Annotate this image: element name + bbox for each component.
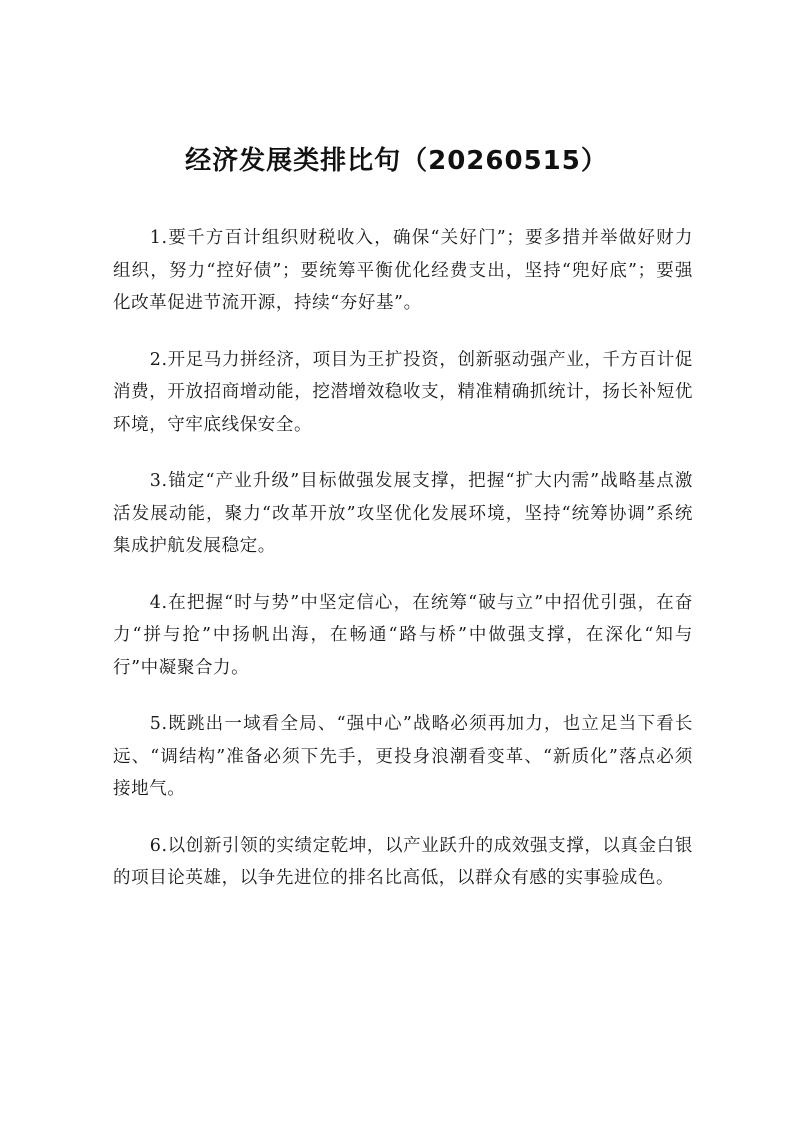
- paragraph-4: 4.在把握“时与势”中坚定信心，在统筹“破与立”中招优引强，在奋力“拼与抢”中扬帆出海，在畅通“路与桥”中做强支撑，在深化“知与行”中凝聚合力。: [113, 592, 693, 678]
- paragraph-3: 3.锚定“产业升级”目标做强发展支撑，把握“扩大内需”战略基点激活发展动能，聚力“改革开放”攻坚优化发展环境，坚持“统筹协调”系统集成护航发展稳定。: [113, 471, 693, 556]
- paragraph-5: 5.既跳出一域看全局、“强中心”战略必须再加力，也立足当下看长远、“调结构”准备必须下先手，更投身浪潮看变革、“新质化”落点必须接地气。: [113, 714, 693, 799]
- document-title: 经济发展类排比句（20260515）: [185, 146, 608, 176]
- document-body: [113, 222, 693, 919]
- paragraph-1: 1.要千方百计组织财税收入，确保“关好门”；要多措并举做好财力组织，努力“控好债”；要统筹平衡优化经费支出，坚持“兜好底”；要强化改革促进节流开源，持续“夯好基”。: [113, 228, 693, 313]
- paragraph-2: 2.开足马力拼经济，项目为王扩投资，创新驱动强产业，千方百计促消费，开放招商增动能，挖潜增效稳收支，精准精确抓统计，扬长补短优环境，守牢底线保安全。: [113, 349, 693, 435]
- paragraph-6: 6.以创新引领的实绩定乾坤，以产业跃升的成效强支撑，以真金白银的项目论英雄，以争先进位的排名比高低，以群众有感的实事验成色。: [113, 835, 693, 888]
